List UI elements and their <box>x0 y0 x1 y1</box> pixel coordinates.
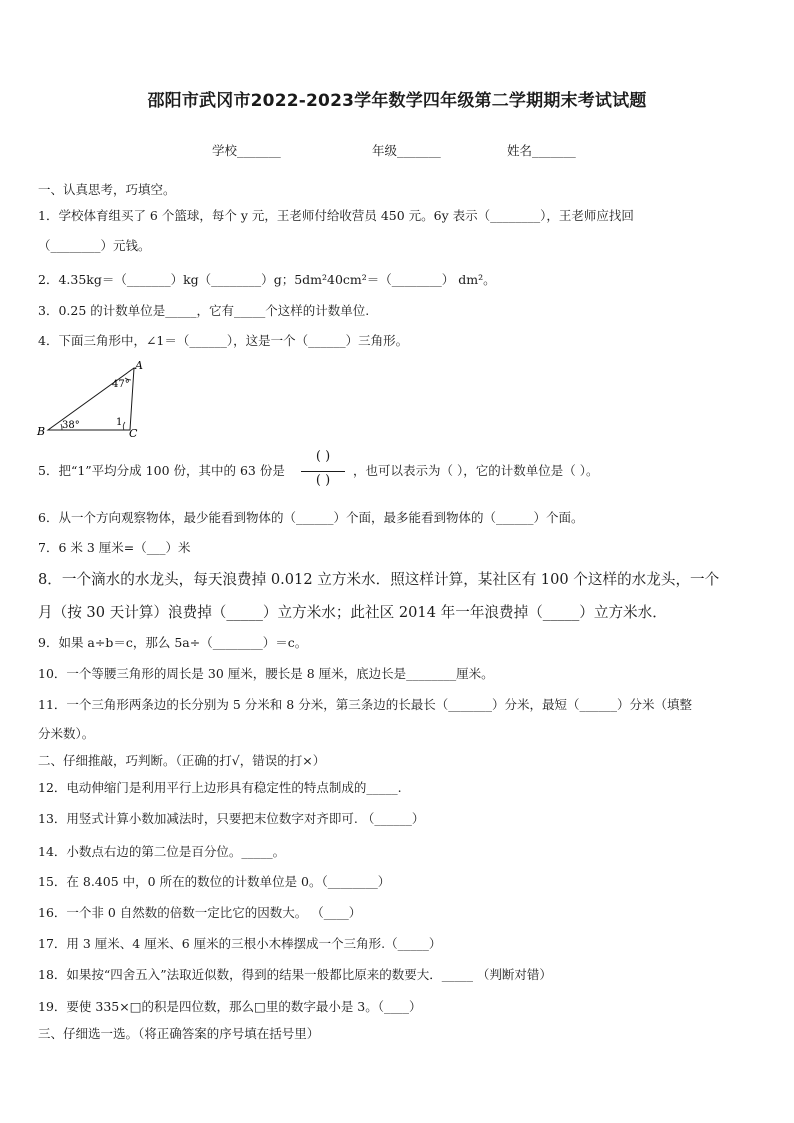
question-6: 6．从一个方向观察物体，最少能看到物体的（______）个面，最多能看到物体的（______）个面。 <box>38 510 584 525</box>
question-16: 16．一个非 0 自然数的倍数一定比它的因数大。 （____） <box>38 905 362 920</box>
question-5-suffix: ，也可以表示为（ ），它的计数单位是（ ）。 <box>353 463 599 478</box>
question-8-line-2: 月（按 30 天计算）浪费掉（_____）立方米水；此社区 2014 年一年浪费掉（_____）立方米水． <box>38 604 667 621</box>
vertex-b-label: B <box>37 425 46 438</box>
question-5-prefix: 5．把“1”平均分成 100 份，其中的 63 份是 <box>38 463 285 478</box>
angle-1-arc <box>123 422 125 430</box>
question-12: 12．电动伸缩门是利用平行上边形具有稳定性的特点制成的_____. <box>38 780 402 795</box>
vertex-a-label: A <box>135 359 143 372</box>
name-field[interactable]: 姓名_______ <box>507 143 576 158</box>
fraction-denominator: ( ) <box>315 473 331 488</box>
page-title: 邵阳市武冈市2022-2023学年数学四年级第二学期期末考试试题 <box>147 91 647 111</box>
question-14: 14．小数点右边的第二位是百分位。_____。 <box>38 844 286 859</box>
fraction-numerator: ( ) <box>315 449 331 464</box>
question-17: 17．用 3 厘米、4 厘米、6 厘米的三根小木棒摆成一个三角形.（_____） <box>38 936 442 951</box>
vertex-c-label: C <box>129 427 138 438</box>
question-1-line-2: （________）元钱。 <box>38 238 151 253</box>
question-15: 15．在 8.405 中，0 所在的数位的计数单位是 0。（________） <box>38 874 391 889</box>
question-19: 19．要使 335×□的积是四位数，那么□里的数字最小是 3。（____） <box>38 999 422 1014</box>
question-11-line-1: 11．一个三角形两条边的长分别为 5 分米和 8 分米，第三条边的长最长（_______）分米，最短（______）分米（填整 <box>38 697 692 712</box>
angle-1-label: 1 <box>116 417 123 428</box>
question-3: 3．0.25 的计数单位是_____，它有_____个这样的计数单位. <box>38 303 370 318</box>
fraction-bar <box>301 471 345 472</box>
grade-field[interactable]: 年级_______ <box>372 143 441 158</box>
student-info-row <box>0 141 794 161</box>
question-10: 10．一个等腰三角形的周长是 30 厘米，腰长是 8 厘米，底边长是________厘米。 <box>38 666 494 681</box>
question-2: 2．4.35kg＝（_______）kg（________）g；5dm²40cm²＝（________） dm²。 <box>38 272 496 287</box>
question-18: 18．如果按“四舍五入”法取近似数，得到的结果一般都比原来的数要大．_____ （判断对错） <box>38 967 552 982</box>
section-heading-multiple-choice: 三、仔细选一选。（将正确答案的序号填在括号里） <box>38 1026 320 1041</box>
question-5-fraction <box>299 447 347 495</box>
question-9: 9．如果 a÷b＝c，那么 5a÷（________）＝c。 <box>38 635 308 650</box>
question-8-line-1: 8．一个滴水的水龙头，每天浪费掉 0.012 立方米水．照这样计算，某社区有 100 个这样的水龙头，一个 <box>38 571 720 588</box>
question-1-line-1: 1．学校体育组买了 6 个篮球，每个 y 元，王老师付给收营员 450 元。6y 表示（________），王老师应找回 <box>38 208 634 223</box>
question-7: 7．6 米 3 厘米=（___）米 <box>38 540 191 555</box>
triangle-figure <box>36 358 146 438</box>
school-field[interactable]: 学校_______ <box>212 143 281 158</box>
question-13: 13．用竖式计算小数加减法时，只要把末位数字对齐即可. （______） <box>38 811 425 826</box>
section-heading-fill-in: 一、认真思考，巧填空。 <box>38 182 176 197</box>
question-4: 4．下面三角形中，∠1＝（______），这是一个（______）三角形。 <box>38 333 409 348</box>
section-heading-true-false: 二、仔细推敲，巧判断。（正确的打√，错误的打×） <box>38 753 326 768</box>
angle-b-value: 38° <box>62 420 80 431</box>
question-11-line-2: 分米数）。 <box>38 726 95 741</box>
angle-a-value: 47° <box>112 379 130 390</box>
